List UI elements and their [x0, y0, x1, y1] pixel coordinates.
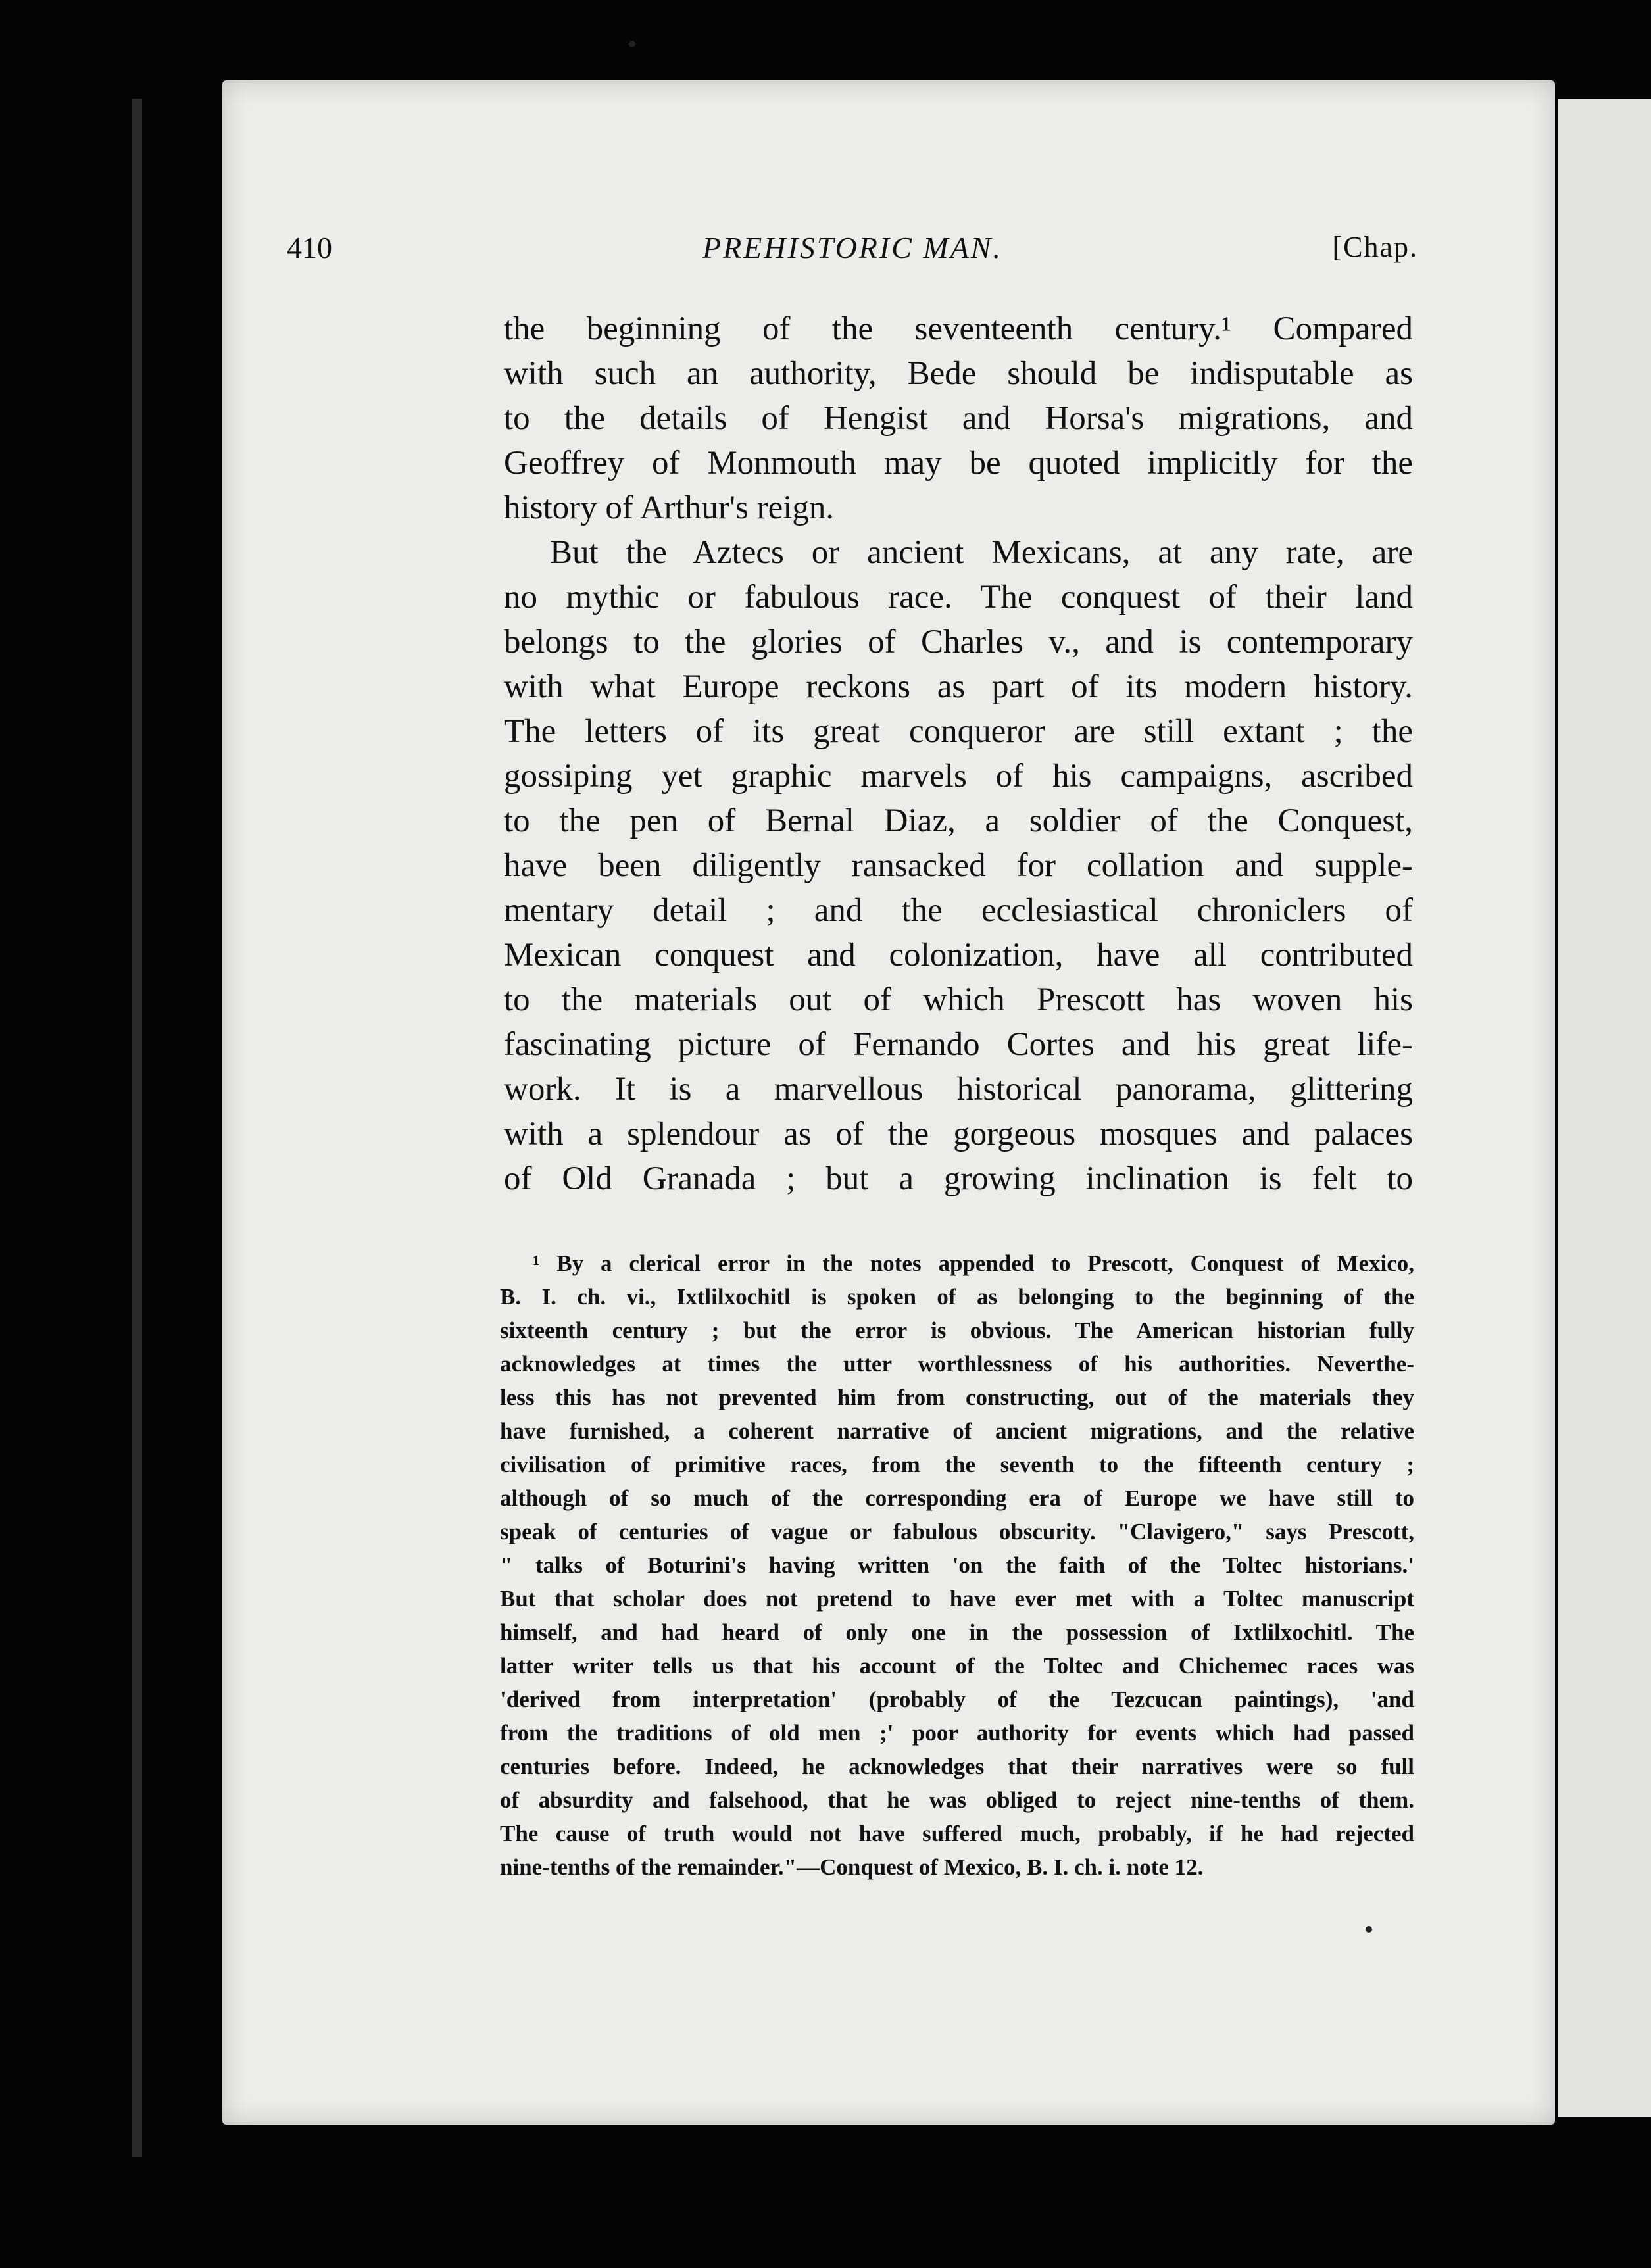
footnote-line: acknowledges at times the utter worthlessness of his authorities. Neverthe-: [500, 1351, 1414, 1377]
body-line: Mexican conquest and colonization, have all contributed: [504, 937, 1413, 974]
footnote-line: speak of centuries of vague or fabulous obscurity. "Clavigero," says Prescott,: [500, 1519, 1414, 1544]
footnote-line: centuries before. Indeed, he acknowledges that their narratives were so full: [500, 1754, 1414, 1779]
footnote-line: nine-tenths of the remainder."—Conquest of Mexico, B. I. ch. i. note 12.: [500, 1854, 1204, 1880]
footnote-line: latter writer tells us that his account of the Toltec and Chichemec races was: [500, 1653, 1414, 1679]
body-line: with a splendour as of the gorgeous mosques and palaces: [504, 1116, 1413, 1152]
body-line: mentary detail ; and the ecclesiastical chroniclers of: [504, 892, 1413, 929]
body-line: work. It is a marvellous historical panorama, glittering: [504, 1071, 1413, 1108]
body-line: gossiping yet graphic marvels of his campaigns, ascribed: [504, 758, 1413, 795]
body-line: to the details of Hengist and Horsa's migrations, and: [504, 400, 1413, 437]
footnote-line: ¹ By a clerical error in the notes appended to Prescott, Conquest of Mexico,: [533, 1250, 1414, 1276]
body-line: the beginning of the seventeenth century.¹ Compared: [504, 310, 1413, 347]
body-line: have been diligently ransacked for collation and supple-: [504, 847, 1413, 884]
footnote-line: 'derived from interpretation' (probably of the Tezcucan paintings), 'and: [500, 1687, 1414, 1712]
chapter-marker: [Chap.: [1332, 231, 1418, 263]
footnote-line: civilisation of primitive races, from the seventh to the fifteenth century ;: [500, 1452, 1414, 1477]
ink-speck: [1366, 1926, 1372, 1933]
body-line: of Old Granada ; but a growing inclination is felt to: [504, 1160, 1413, 1197]
body-line: to the materials out of which Prescott has woven his: [504, 981, 1413, 1018]
footnote-line: of absurdity and falsehood, that he was obliged to reject nine-tenths of them.: [500, 1787, 1414, 1813]
footnote-line: The cause of truth would not have suffered much, probably, if he had rejected: [500, 1821, 1414, 1846]
footnote-line: himself, and had heard of only one in the possession of Ixtlilxochitl. The: [500, 1619, 1414, 1645]
body-line: to the pen of Bernal Diaz, a soldier of the Conquest,: [504, 802, 1413, 839]
facing-page-edge: [1558, 99, 1651, 2117]
footnote-line: have furnished, a coherent narrative of ancient migrations, and the relative: [500, 1418, 1414, 1444]
binding-edge: [132, 99, 142, 2157]
footnote-line: B. I. ch. vi., Ixtlilxochitl is spoken of as belonging to the beginning of the: [500, 1284, 1414, 1310]
footnote-line: less this has not prevented him from constructing, out of the materials they: [500, 1385, 1414, 1410]
ink-speck: [629, 41, 635, 47]
body-line: with what Europe reckons as part of its modern history.: [504, 668, 1413, 705]
footnote: [500, 1246, 1414, 1884]
footnote-line: from the traditions of old men ;' poor authority for events which had passed: [500, 1720, 1414, 1746]
footnote-line: although of so much of the corresponding era of Europe we have still to: [500, 1485, 1414, 1511]
footnote-line: sixteenth century ; but the error is obvious. The American historian fully: [500, 1318, 1414, 1343]
body-line: fascinating picture of Fernando Cortes and his great life-: [504, 1026, 1413, 1063]
footnote-line: " talks of Boturini's having written 'on the faith of the Toltec historians.': [500, 1552, 1414, 1578]
body-line: belongs to the glories of Charles v., and is contemporary: [504, 624, 1413, 660]
page-number: 410: [287, 231, 332, 264]
body-line: Geoffrey of Monmouth may be quoted implicitly for the: [504, 445, 1413, 481]
body-line: no mythic or fabulous race. The conquest of their land: [504, 579, 1413, 616]
body-text: [504, 307, 1413, 1201]
body-line: The letters of its great conqueror are still extant ; the: [504, 713, 1413, 750]
footnote-line: But that scholar does not pretend to have ever met with a Toltec manuscript: [500, 1586, 1414, 1612]
body-line: with such an authority, Bede should be indisputable as: [504, 355, 1413, 392]
running-title: PREHISTORIC MAN.: [702, 231, 1002, 264]
running-head: [287, 230, 1418, 276]
body-line: history of Arthur's reign.: [504, 489, 835, 526]
body-line: But the Aztecs or ancient Mexicans, at any rate, are: [550, 534, 1413, 571]
